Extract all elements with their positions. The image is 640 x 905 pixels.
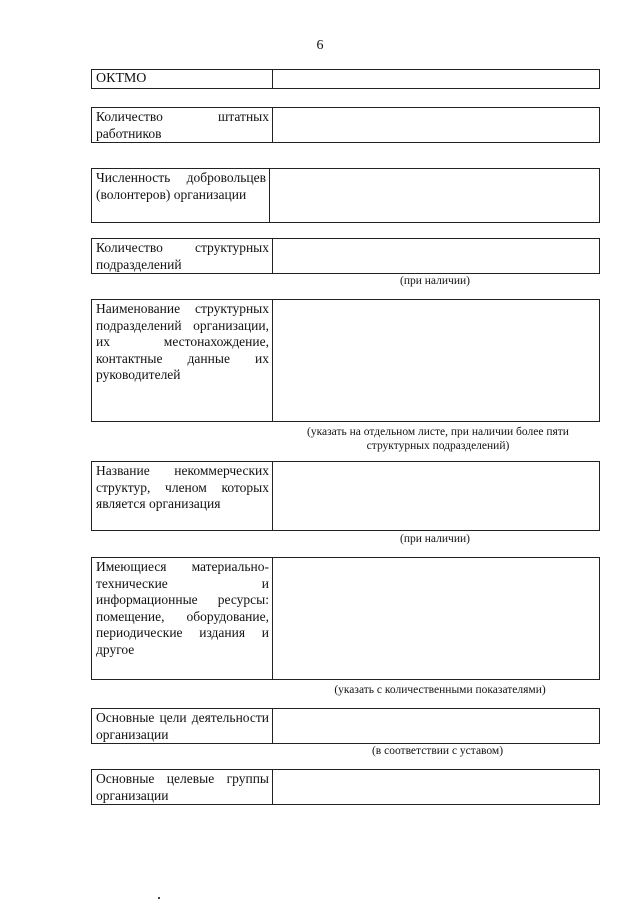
field-value[interactable] [273,108,599,142]
field-label: Количество штатных работников [92,108,273,142]
field-value[interactable] [273,558,599,679]
field-value[interactable] [273,300,599,421]
field-label: Название некоммерческих структур, членом которых является организация [92,462,273,530]
field-subdivision-names [91,299,600,422]
field-value[interactable] [273,70,599,88]
field-value[interactable] [273,709,599,743]
scan-speck [158,897,160,899]
field-volunteer-count [91,168,600,223]
field-nonprofit-memberships [91,461,600,531]
field-subdivision-count [91,238,600,274]
field-note: (при наличии) [400,533,470,545]
field-note: (указать с количественными показателями) [334,684,546,696]
field-value[interactable] [273,770,599,804]
field-staff-count [91,107,600,143]
field-target-groups [91,769,600,805]
field-label: Основные целевые группы организации [92,770,273,804]
field-label: Наименование структурных подразделений организации, их местонахождение, контактные данные их руководителей [92,300,273,421]
field-resources [91,557,600,680]
field-note: (при наличии) [400,275,470,287]
field-oktmo [91,69,600,89]
field-label: ОКТМО [92,70,273,88]
field-label: Количество структурных подразделений [92,239,273,273]
field-note: (в соответствии с уставом) [371,745,504,757]
field-label: Численность добровольцев (волонтеров) организации [92,169,270,222]
field-main-goals [91,708,600,744]
field-note: (указать на отдельном листе, при наличии более пяти структурных подразделений) [307,426,569,452]
field-label: Основные цели деятельности организации [92,709,273,743]
field-label: Имеющиеся материально-технические и информационные ресурсы: помещение, оборудование, периодические издания и другое [92,558,273,679]
field-value[interactable] [273,462,599,530]
field-value[interactable] [270,169,599,222]
page-number: 6 [316,38,324,53]
field-value[interactable] [273,239,599,273]
